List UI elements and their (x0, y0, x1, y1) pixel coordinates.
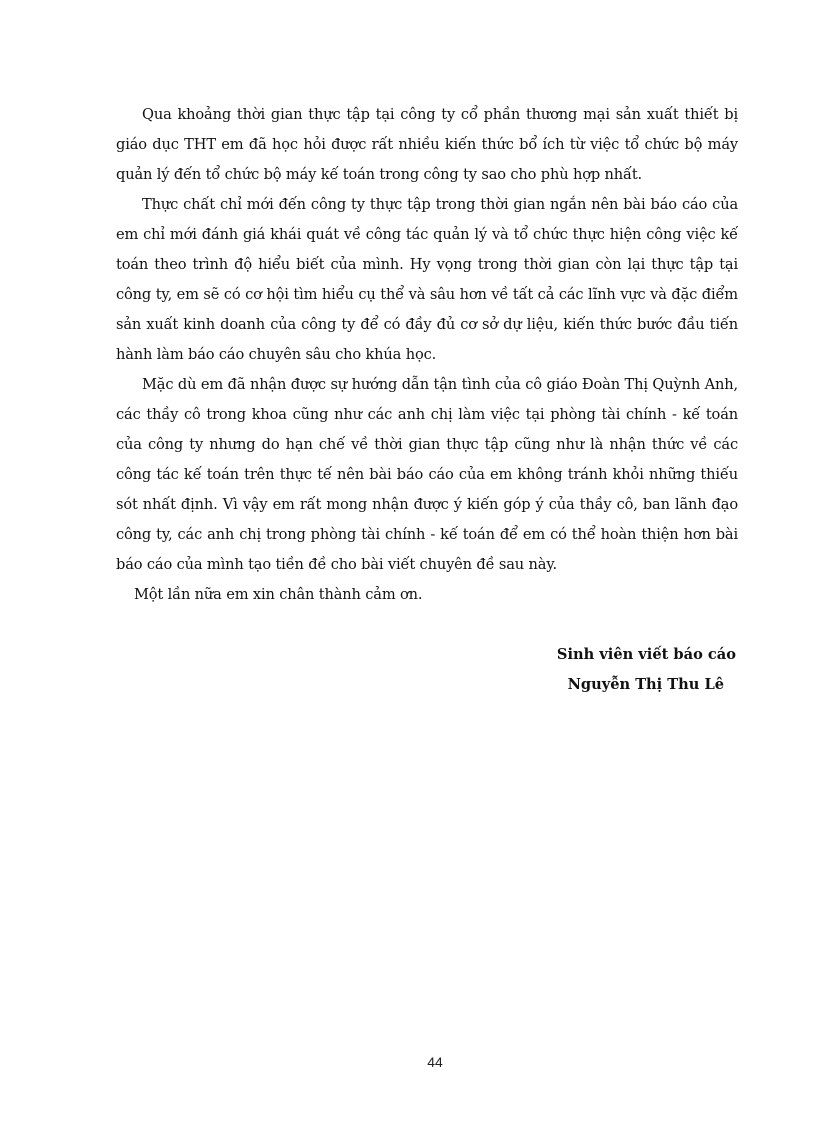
signature-name: Nguyễn Thị Thu Lê (567, 676, 724, 693)
paragraph-1: Qua khoảng thời gian thực tập tại công ty cổ phần thương mại sản xuất thiết bị giáo dục THT em đã học hỏi được rất nhiều kiến thức bổ ích từ việc tổ chức bộ máy quản lý đến tổ chức bộ máy kế toán trong công ty sao cho phù hợp nhất. (116, 106, 738, 183)
paragraph-closing: Một lần nữa em xin chân thành cảm ơn. (134, 586, 423, 603)
signature-block (520, 640, 740, 700)
body-text (116, 100, 738, 610)
signature-role: Sinh viên viết báo cáo (556, 646, 736, 663)
paragraph-2: Thực chất chỉ mới đến công ty thực tập trong thời gian ngắn nên bài báo cáo của em chỉ mới đánh giá khái quát về công tác quản lý và tổ chức thực hiện công việc kế toán theo trình độ hiểu biết của mình. Hy vọng trong thời gian còn lại thực tập tại công ty, em sẽ có cơ hội tìm hiểu cụ thể và sâu hơn về tất cả các lĩnh vực và đặc điểm sản xuất kinh doanh của công ty để có đầy đủ cơ sở dự liệu, kiến thức bước đầu tiến hành làm báo cáo chuyên sâu cho khúa học. (116, 196, 738, 363)
page-number: 44 (427, 1054, 443, 1070)
paragraph-3: Mặc dù em đã nhận được sự hướng dẫn tận tình của cô giáo Đoàn Thị Quỳnh Anh, các thầy cô trong khoa cũng như các anh chị làm việc tại phòng tài chính - kế toán của công ty nhưng do hạn chế về thời gian thực tập cũng như là nhận thức về các công tác kế toán trên thực tế nên bài báo cáo của em không tránh khỏi những thiếu sót nhất định. Vì vậy em rất mong nhận được ý kiến góp ý của thầy cô, ban lãnh đạo công ty, các anh chị trong phòng tài chính - kế toán để em có thể hoàn thiện hơn bài báo cáo của mình tạo tiền đề cho bài viết chuyên đề sau này. (116, 376, 738, 573)
